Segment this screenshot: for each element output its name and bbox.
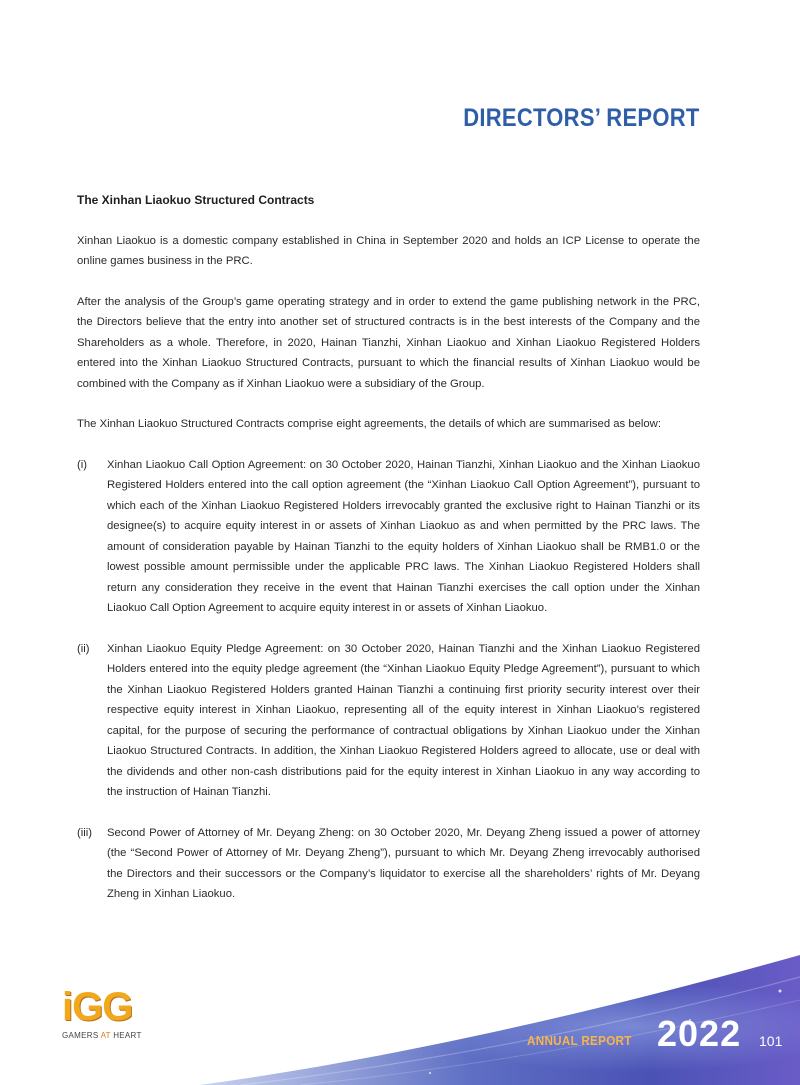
paragraph: Xinhan Liaokuo is a domestic company established in China in September 2020 and holds an ICP License to operate the online games business in the PRC. [77,234,700,267]
list-item [77,823,700,905]
annual-report-label: ANNUAL REPORT [527,1033,632,1048]
list-item-text: Second Power of Attorney of Mr. Deyang Zheng: on 30 October 2020, Mr. Deyang Zheng issued a power of attorney (the “Second Power of Attorney of Mr. Deyang Zheng”), pursuant to which Mr. Deyang Zheng irrevocably authorised the Directors and their successors or the Company’s liquidator to exercise all the shareholders’ rights of Mr. Deyang Zheng in Xinhan Liaokuo. [107,826,700,900]
tagline-part: HEART [113,1031,142,1040]
list-item-number: (ii) [77,642,90,655]
list-item-number: (iii) [77,826,93,839]
logo-tagline [62,1031,172,1040]
section-heading: The Xinhan Liaokuo Structured Contracts [77,193,315,207]
report-year: 2022 [657,1013,742,1054]
tagline-part: GAMERS [62,1031,99,1040]
list-item-number: (i) [77,458,88,471]
tagline-accent: AT [100,1031,111,1040]
list-item [77,455,700,619]
main-content [77,190,700,925]
company-logo [62,985,172,1055]
list-item-text: Xinhan Liaokuo Equity Pledge Agreement: on 30 October 2020, Hainan Tianzhi and the Xinhan Liaokuo Registered Holders entered into the equity pledge agreement (the “Xinhan Liaokuo Equity Pledge Agreement”), pursuant to which the Xinhan Liaokuo Registered Holders granted Hainan Tianzhi a continuing first priority security interest over their respective equity interest in Xinhan Liaokuo, representing all of the equity interest in Xinhan Liaokuo’s registered capital, for the purpose of securing the performance of contractual obligations by Xinhan Liaokuo under the Xinhan Liaokuo Structured Contracts. In addition, the Xinhan Liaokuo Registered Holders agreed to allocate, use or deal with the dividends and other non-cash distributions paid for the equity interest in Xinhan Liaokuo in any way according to the instruction of Hainan Tianzhi. [107,642,700,798]
paragraph: The Xinhan Liaokuo Structured Contracts comprise eight agreements, the details of which are summarised as below: [77,418,661,430]
logo-wordmark: iGG [62,985,133,1029]
paragraph: After the analysis of the Group’s game operating strategy and in order to extend the game publishing network in the PRC, the Directors believe that the entry into another set of structured contracts is in the best interests of the Company and the Shareholders as a whole. Therefore, in 2020, Hainan Tianzhi, Xinhan Liaokuo and Xinhan Liaokuo Registered Holders entered into the Xinhan Liaokuo Structured Contracts, pursuant to which the financial results of Xinhan Liaokuo would be combined with the Company as if Xinhan Liaokuo were a subsidiary of the Group. [77,295,700,390]
page-number: 101 [759,1033,783,1049]
list-item-text: Xinhan Liaokuo Call Option Agreement: on 30 October 2020, Hainan Tianzhi, Xinhan Liaokuo and the Xinhan Liaokuo Registered Holders entered into the call option agreement (the “Xinhan Liaokuo Call Option Agreement”), pursuant to which each of the Xinhan Liaokuo Registered Holders irrevocably granted the exclusive right to Hainan Tianzhi or its designee(s) to acquire equity interest in or assets of Xinhan Liaokuo as and when permitted by the PRC laws. The amount of consideration payable by Hainan Tianzhi to the equity holders of Xinhan Liaokuo shall be RMB1.0 or the lowest possible amount permissible under the applicable PRC laws. The Xinhan Liaokuo Registered Holders shall return any consideration they receive in the event that Hainan Tianzhi exercises the call option under the Xinhan Liaokuo Call Option Agreement to acquire equity interest in or assets of Xinhan Liaokuo. [107,458,700,614]
list-item [77,639,700,803]
page-title: DIRECTORS’ REPORT [463,104,700,132]
